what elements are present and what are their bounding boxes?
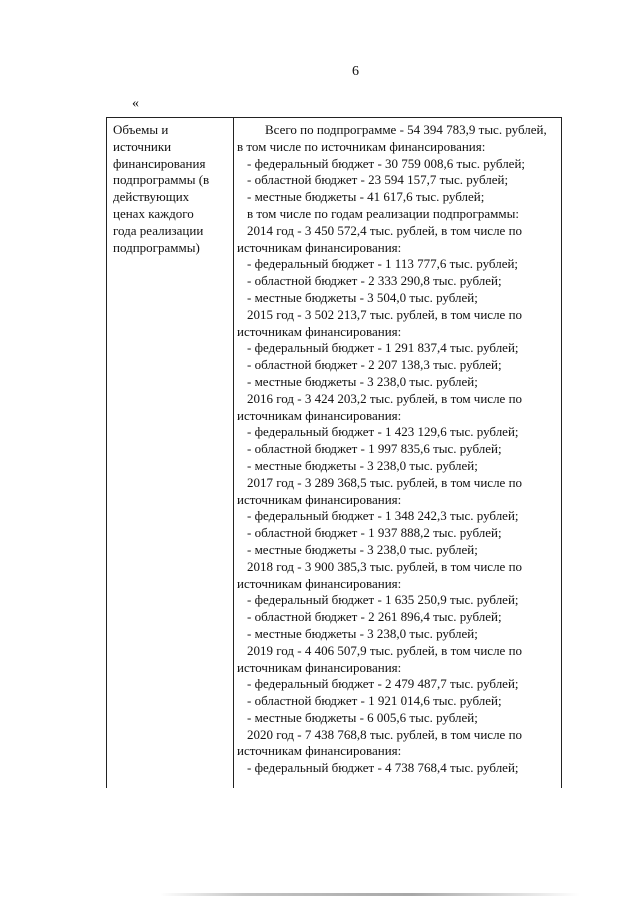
financing-line: - местные бюджеты - 3 238,0 тыс. рублей; bbox=[247, 541, 478, 557]
opening-quote-mark: « bbox=[132, 96, 139, 111]
label-line: подпрограммы (в bbox=[113, 172, 210, 188]
financing-line: 2016 год - 3 424 203,2 тыс. рублей, в том числе по bbox=[247, 390, 523, 406]
financing-details-cell bbox=[237, 122, 559, 777]
page-number: 6 bbox=[352, 64, 359, 79]
financing-line: 2017 год - 3 289 368,5 тыс. рублей, в том числе по bbox=[247, 474, 523, 490]
financing-line: 2014 год - 3 450 572,4 тыс. рублей, в том числе по bbox=[247, 222, 523, 238]
label-line: подпрограммы) bbox=[113, 239, 200, 255]
financing-line: - федеральный бюджет - 1 348 242,3 тыс. рублей; bbox=[247, 508, 519, 524]
financing-line: источникам финансирования: bbox=[237, 575, 402, 591]
financing-line: 2019 год - 4 406 507,9 тыс. рублей, в том числе по bbox=[247, 642, 523, 658]
financing-line: - федеральный бюджет - 1 113 777,6 тыс. рублей; bbox=[247, 256, 519, 272]
label-line: источники bbox=[113, 138, 172, 154]
financing-line: - федеральный бюджет - 1 423 129,6 тыс. рублей; bbox=[247, 424, 519, 440]
financing-line: источникам финансирования: bbox=[237, 323, 402, 339]
financing-line: источникам финансирования: bbox=[237, 239, 402, 255]
financing-line: - областной бюджет - 2 207 138,3 тыс. рублей; bbox=[247, 357, 502, 373]
financing-line: источникам финансирования: bbox=[237, 491, 402, 507]
financing-line: - местные бюджеты - 3 238,0 тыс. рублей; bbox=[247, 625, 478, 641]
financing-line: - областной бюджет - 2 333 290,8 тыс. рублей; bbox=[247, 273, 502, 289]
financing-line: 2015 год - 3 502 213,7 тыс. рублей, в том числе по bbox=[247, 306, 523, 322]
financing-line: - федеральный бюджет - 2 479 487,7 тыс. рублей; bbox=[247, 676, 519, 692]
financing-label-cell bbox=[113, 122, 229, 256]
label-line: года реализации bbox=[113, 222, 204, 238]
label-line: финансирования bbox=[113, 155, 206, 171]
financing-line: - местные бюджеты - 3 238,0 тыс. рублей; bbox=[247, 373, 478, 389]
financing-table bbox=[106, 117, 562, 788]
financing-line: - местные бюджеты - 6 005,6 тыс. рублей; bbox=[247, 709, 478, 725]
label-line: действующих bbox=[113, 189, 190, 205]
financing-line: - областной бюджет - 1 937 888,2 тыс. рублей; bbox=[247, 525, 502, 541]
label-line: Объемы и bbox=[113, 122, 169, 137]
financing-line: - местные бюджеты - 3 238,0 тыс. рублей; bbox=[247, 457, 478, 473]
financing-line: - областной бюджет - 23 594 157,7 тыс. рублей; bbox=[247, 172, 509, 188]
column-divider bbox=[233, 118, 234, 788]
financing-line: - федеральный бюджет - 30 759 008,6 тыс. рублей; bbox=[247, 155, 526, 171]
financing-line: - областной бюджет - 1 921 014,6 тыс. рублей; bbox=[247, 693, 502, 709]
financing-line: источникам финансирования: bbox=[237, 743, 402, 759]
financing-line: - областной бюджет - 2 261 896,4 тыс. рублей; bbox=[247, 609, 502, 625]
financing-line: - федеральный бюджет - 1 635 250,9 тыс. рублей; bbox=[247, 592, 519, 608]
financing-line: - местные бюджеты - 3 504,0 тыс. рублей; bbox=[247, 289, 478, 305]
financing-line: - федеральный бюджет - 1 291 837,4 тыс. рублей; bbox=[247, 340, 519, 356]
financing-line: - местные бюджеты - 41 617,6 тыс. рублей; bbox=[247, 189, 485, 205]
financing-line: 2018 год - 3 900 385,3 тыс. рублей, в том числе по bbox=[247, 558, 523, 574]
financing-line: 2020 год - 7 438 768,8 тыс. рублей, в том числе по bbox=[247, 726, 523, 742]
financing-line: - областной бюджет - 1 997 835,6 тыс. рублей; bbox=[247, 441, 502, 457]
financing-line: источникам финансирования: bbox=[237, 407, 402, 423]
financing-line: в том числе по годам реализации подпрограммы: bbox=[247, 205, 519, 221]
financing-line: источникам финансирования: bbox=[237, 659, 402, 675]
financing-line: - федеральный бюджет - 4 738 768,4 тыс. рублей; bbox=[247, 760, 519, 776]
financing-line: Всего по подпрограмме - 54 394 783,9 тыс. рублей, bbox=[265, 122, 547, 137]
label-line: ценах каждого bbox=[113, 205, 194, 221]
financing-line: в том числе по источникам финансирования: bbox=[237, 138, 486, 154]
scan-artifact bbox=[160, 893, 580, 896]
